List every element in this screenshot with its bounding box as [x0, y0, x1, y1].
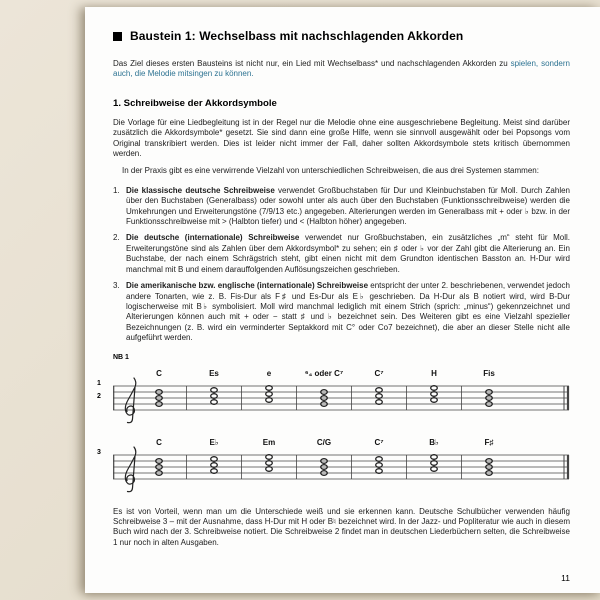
row-number: 1 — [97, 379, 101, 387]
page-content — [85, 29, 600, 548]
section-heading: 1. Schreibweise der Akkordsymbole — [113, 97, 277, 109]
list-item-body: entspricht der unter 2. beschriebenen, verwendet jedoch andere Tonarten, wie z. B. Fis-Dur als F♯ und Es-Dur als E♭ geschrieben. Da H-Dur als B notiert wird, wird B-Dur logischerweise mit B♭ symbolisiert. Moll wird manchmal lediglich mit einem Strich (sprich: „minus“) gekennzeichnet und Alterierungen können auch mit + oder − statt ♯ und ♭ bezeichnet sein. Des Weiteren gibt es eine Vielzahl spezieller Bezeichnungen (z. B. wird ein verminderter Septakkord mit C° oder Co7 bezeichnet), die aber an dieser Stelle nicht alle aufgeführt werden. — [126, 281, 570, 343]
list-item-lead: Die amerikanische bzw. englische (internationale) Schreibweise — [126, 281, 369, 291]
row-number: 2 — [97, 392, 101, 400]
closing-paragraph: Es ist von Vorteil, wenn man um die Unterschiede weiß und sie erkennen kann. Deutsche Schulbücher verwenden häufig Schreibweise 3 – mit der Ausnahme, dass H-Dur mit H oder B♮ bezeichnet wird. In der Jazz- und Popliteratur wie auch in diesem Buch wird nach der 3. Schreibweise notiert. Die Schreibweise 2 findet man in deutschen Liederbüchern selten, die Schreibweise 1 nur noch in alten Ausgaben. — [113, 506, 570, 547]
treble-clef-icon — [125, 378, 135, 423]
intro-paragraph — [113, 59, 570, 80]
chord-symbol: ⁶₄ oder C⁷ — [304, 368, 344, 378]
chord-symbol: C — [156, 437, 162, 447]
treble-clef-icon — [125, 447, 135, 492]
chord-symbol: F♯ — [484, 437, 494, 447]
chord-symbol: B♭ — [429, 437, 439, 447]
system-row-labels — [97, 446, 101, 459]
chord-symbol: H — [431, 368, 437, 378]
system-row-labels — [97, 377, 101, 403]
intro-accent-text: spielen, sondern auch, die Melodie mitsingen zu können. — [113, 59, 570, 79]
list-item-body: verwendet nur Großbuchstaben, ein zusätzliches „m“ steht für Moll. Erweiterungstöne sind als Zahlen über dem Akkordsymbol* zu sehen; ein ♯ oder ♭ vor der Zahl gibt die Alterierung an. Ein Buchstabe, der nach einem Schrägstrich steht, gibt einen nicht mit dem Grundton identischen Basston an. H-Dur wird manchmal mit B und einem darauffolgenden Auflösungszeichen geschrieben. — [126, 233, 570, 274]
chord-symbol: C⁷ — [374, 368, 384, 378]
book-page — [85, 7, 600, 593]
intro-text: Das Ziel dieses ersten Bausteins ist nicht nur, ein Lied mit Wechselbass* und nachschlagenden Akkorden zu — [113, 59, 511, 68]
chord-symbol: e — [266, 368, 272, 378]
chord-symbol: Em — [262, 437, 276, 447]
paragraph-1: Die Vorlage für eine Liedbegleitung ist in der Regel nur die Melodie ohne eine ausgeschriebene Begleitung. Meist sind darüber zusätzlich die Akkordsymbole* gesetzt. Sie sind dann eine große Hilfe, wenn sie sinnvoll ausgewählt oder bei Popsongs vom Original transkribiert werden. Dies ist leider nicht immer der Fall, daher sollten Akkordsymbole stets kritisch übernommen werden. — [113, 117, 570, 159]
list-item — [113, 281, 570, 343]
schreibweisen-list — [113, 186, 570, 344]
list-item-text — [126, 281, 570, 343]
notation-label: NB 1 — [113, 353, 129, 361]
paragraph-2: In der Praxis gibt es eine verwirrende Vielzahl von unterschiedlichen Schreibweisen, die aus drei Systemen stammen: — [122, 166, 539, 176]
chord-symbol: C/G — [316, 437, 332, 447]
list-item — [113, 186, 570, 228]
chord-symbol: E♭ — [209, 437, 219, 447]
chord-symbol: Fis — [483, 368, 495, 378]
list-item-number: 2. — [113, 233, 120, 243]
page-number: 11 — [561, 573, 570, 583]
chapter-title: Baustein 1: Wechselbass mit nachschlagenden Akkorden — [130, 29, 464, 43]
list-item — [113, 233, 570, 275]
chord-symbol: C⁷ — [374, 437, 384, 447]
list-item-number: 1. — [113, 185, 120, 195]
notation-system — [97, 433, 570, 499]
chapter-title-row — [113, 29, 570, 43]
chord-symbol: C — [156, 368, 162, 378]
notation-system — [97, 364, 570, 430]
list-item-text — [126, 186, 570, 228]
row-number: 3 — [97, 448, 101, 456]
list-item-number: 3. — [113, 281, 120, 291]
staff — [113, 364, 570, 428]
list-item-body: verwendet Großbuchstaben für Dur und Kleinbuchstaben für Moll. Durch Zahlen über den Buchstaben (Generalbass) oder sowohl unter als auch über den Buchstaben (Funktionsschreibweise) werden die Umkehrungen und Erweiterungstöne (7/9/13 etc.) angegeben. Alterierungen werden im Generalbass mit + oder ♭ bzw. in der Funktionsschreibweise mit > (Halbton tiefer) und < (Halbton höher) angegeben. — [126, 185, 571, 227]
staff — [113, 433, 570, 497]
notation-example — [97, 364, 570, 499]
square-bullet-icon — [113, 32, 122, 41]
list-item-lead: Die klassische deutsche Schreibweise — [126, 185, 275, 195]
list-item-text — [126, 233, 570, 275]
chord-symbol: Es — [209, 368, 219, 378]
list-item-lead: Die deutsche (internationale) Schreibweise — [126, 233, 300, 243]
